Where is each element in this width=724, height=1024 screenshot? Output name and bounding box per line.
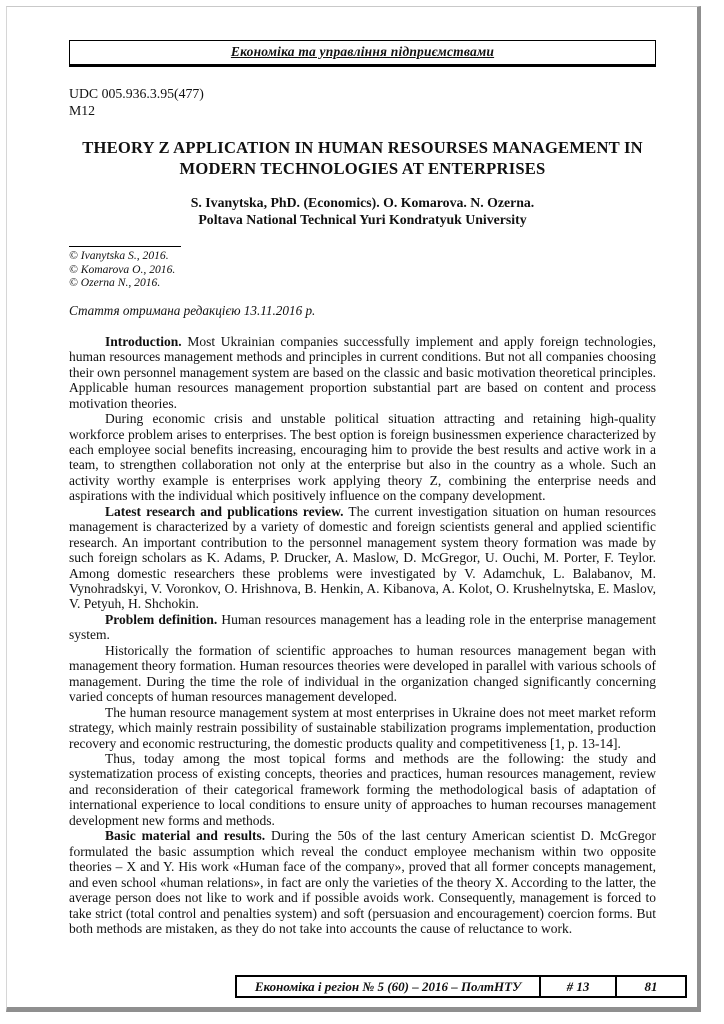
paragraph [69,411,656,504]
paragraph-text: During economic crisis and unstable political situation attracting and retaining high-quality workforce problem arises to enterprises. The best option is foreign businessmen experience characterized by each employee social benefits increasing, encouraging him to provide the best results and active work in a team, to strengthen collaboration not only at the enterprise but also in the country as a whole. Such an activity worthy example is enterprises work applying theory Z, combining the enterprise needs and aspirations with the individual which positively influence on the company development. [69,411,656,504]
copyright-line: © Komarova O., 2016. [69,262,176,276]
paragraph [69,751,656,828]
paragraph-lead: Introduction. [105,333,182,349]
udc-class: M12 [69,102,96,118]
paragraph-text: Thus, today among the most topical forms and methods are the following: the study and systematization process of existing concepts, theories and practices, human resources management, review and reconsideration of their categorical framework forming the methodological basis of adaptation of international experience to local conditions to ensure unity of approaches to human recourses management development new forms and methods. [69,751,656,828]
paragraph-text: Historically the formation of scientific approaches to human resources management began with management theory formation. Human resources theories were developed in parallel with various schools of management. During the time the role of individual in the organization changed significantly concerning varied concepts of human resources management developed. [69,642,656,705]
paragraph-lead: Basic material and results. [105,828,266,844]
authors-line: S. Ivanytska, PhD. (Economics). O. Komarova. N. Ozerna. [190,195,535,210]
footer-issue-mark: # 13 [541,977,617,996]
page-content [69,40,656,936]
paragraph-problem-definition [69,612,656,643]
section-banner-text: Економіка та управління підприємствами [230,44,495,59]
paragraph-text: Most Ukrainian companies successfully implement and apply foreign technologies, human resources management methods and principles in current conditions. But not all companies choosing their own personnel management system are based on the classic and basic motivation theoretical principles. Applicable human resources management proportion substantial part are based on content and process motivation theories. [69,333,656,411]
footer-page-number: 81 [644,979,658,994]
paragraph-lead: Latest research and publications review. [105,503,344,519]
received-date-line: Стаття отримана редакцією 13.11.2016 р. [69,302,316,318]
paragraph-lead: Problem definition. [105,611,218,627]
page-sheet [6,6,701,1012]
copyright-line: © Ivanytska S., 2016. [69,249,169,262]
paragraph [69,705,656,751]
copyright-block [69,247,656,290]
article-body [69,334,656,937]
authors-block [69,194,656,228]
paragraph-text: The human resource management system at most enterprises in Ukraine does not meet market reform strategy, which mainly restrain possibility of sustainable stabilization programs implementation, production recovery and economic restructuring, the domestic products quality and competitiveness [1, p. 13-14]. [69,704,656,751]
udc-code: UDC 005.936.3.95(477) [69,86,204,101]
footer-bar [235,975,687,998]
article-title: THEORY Z APPLICATION IN HUMAN RESOURSES MANAGEMENT IN MODERN TECHNOLOGIES AT ENTERPRISES [82,138,643,178]
paragraph-basic-material [69,828,656,936]
paragraph-introduction [69,334,656,411]
footer-journal-title: Економіка і регіон № 5 (60) – 2016 – ПолтНТУ [237,977,541,996]
section-banner [69,40,656,67]
paragraph-text: Human resources management has a leading role in the enterprise management system. [69,611,656,643]
affiliation-line: Poltava National Technical Yuri Kondratyuk University [198,212,527,227]
paragraph-text: During the 50s of the last century American scientist D. McGregor formulated the basic assumption which reveal the conduct employee mechanism within two opposite theories – X and Y. His work «Human face of the company», proved that all former concepts management, and even school «human relations», in fact are only the varieties of the theory X. According to the latter, the average person does not like to work and if possible avoids work. Consequently, management is forced to take strict (total control and penalties system) and soft (persuasion and encouragement) coercion forms. But both methods are mistaken, as they do not take into accounts the cause of reluctance to work. [69,828,657,936]
udc-block [69,86,656,119]
copyright-line: © Ozerna N., 2016. [69,276,161,290]
paragraph-text: The current investigation situation on human resources management is characterized by a variety of domestic and foreign scientists general and applied scientific research. An important contribution to the personnel management system theory formation was made by such foreign scholars as K. Adams, P. Drucker, A. Maslow, D. McGregor, U. Ouchi, M. Porter, F. Teylor. Among domestic researchers these problems were investigated by V. Adamchuk, L. Balabanov, M. Vynohradskyi, V. Voronkov, O. Hrishnova, B. Henkin, A. Kibanova, A. Kolot, O. Krushelnytska, E. Maslov, V. Petyuh, H. Shchokin. [69,503,656,612]
paragraph-latest-research [69,504,656,612]
paragraph [69,643,656,705]
